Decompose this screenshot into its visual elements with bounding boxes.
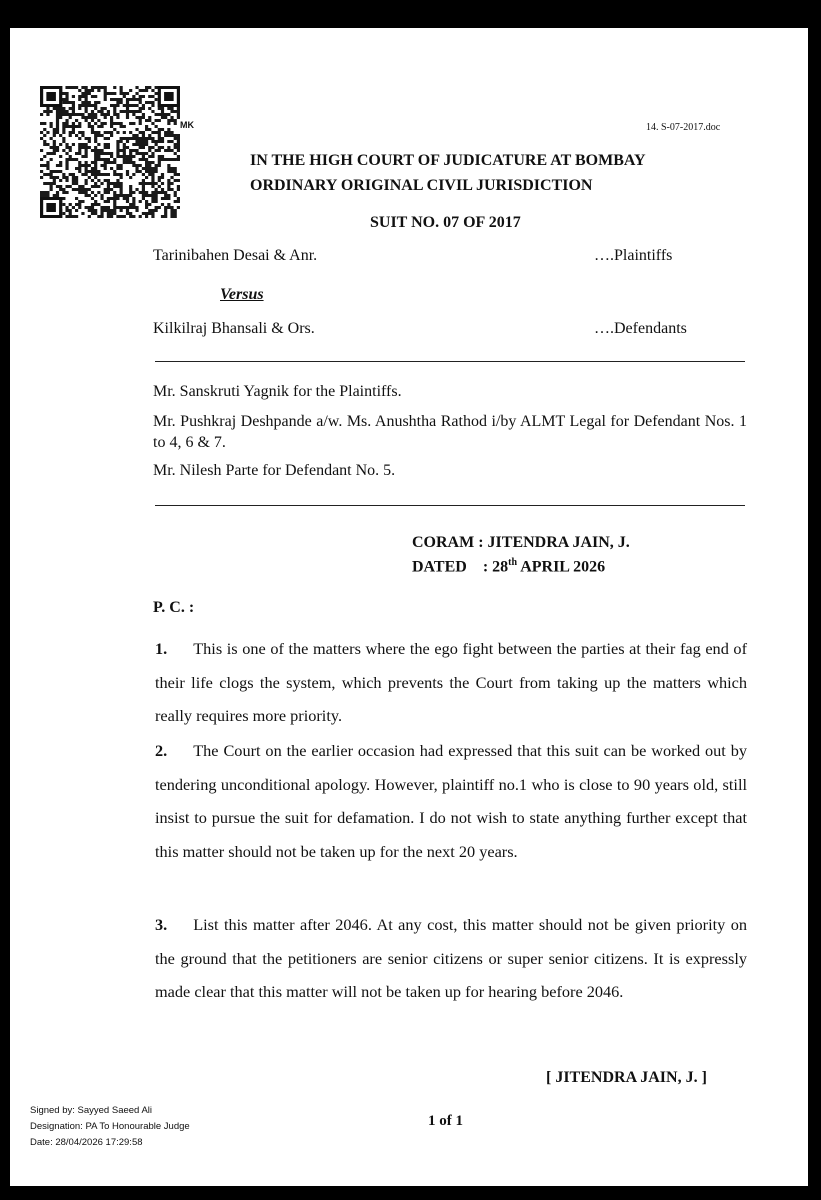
signed-by: Signed by: Sayyed Saeed Ali — [30, 1105, 153, 1116]
order-paragraph — [155, 632, 747, 733]
paragraph-number: 1. — [155, 639, 168, 658]
plaintiff-role: ….Plaintiffs — [594, 247, 673, 264]
order-paragraph — [155, 908, 747, 1009]
paragraph-text: List this matter after 2046. At any cost, this matter should not be given priority on the ground that the petitioners are senior citizens or super senior citizens. It is expressly made clear that this matter will not be taken up for hearing before 2046. — [155, 915, 747, 1001]
order-heading: P. C. : — [153, 599, 195, 616]
paragraph-text: This is one of the matters where the ego fight between the parties at their fag end of their life clogs the system, which prevents the Court from taking up the matters which really requires more priority. — [155, 639, 747, 725]
court-name: IN THE HIGH COURT OF JUDICATURE AT BOMBAY — [250, 152, 646, 169]
jurisdiction: ORDINARY ORIGINAL CIVIL JURISDICTION — [250, 177, 593, 194]
suit-number: SUIT NO. 07 OF 2017 — [370, 214, 521, 231]
divider — [155, 505, 745, 506]
digital-signature-block — [30, 1103, 190, 1151]
coram-judge: JITENDRA JAIN, J. — [487, 534, 630, 551]
defendant-role: ….Defendants — [594, 320, 687, 337]
counsel-line: Mr. Pushkraj Deshpande a/w. Ms. Anushtha Rathod i/by ALMT Legal for Defendant Nos. 1 to 4, 6 & 7. — [153, 413, 747, 451]
page-number: 1 of 1 — [428, 1113, 463, 1129]
defendant-name: Kilkilraj Bhansali & Ors. — [153, 320, 315, 337]
order-paragraph — [155, 734, 747, 868]
dated-suffix: th — [508, 557, 518, 568]
dated-day: 28 — [492, 558, 509, 576]
counsel-line: Mr. Sanskruti Yagnik for the Plaintiffs. — [153, 383, 402, 400]
paragraph-number: 2. — [155, 741, 168, 760]
coram-label: CORAM — [412, 534, 475, 551]
counsel-line: Mr. Nilesh Parte for Defendant No. 5. — [153, 462, 396, 479]
qr-code-image — [40, 86, 180, 218]
divider — [155, 361, 745, 362]
coram-block: CORAM : JITENDRA JAIN, J. DATED : 28th APRIL 2026 — [412, 534, 630, 576]
dated-label: DATED — [412, 558, 467, 576]
versus-label: Versus — [220, 286, 264, 303]
dated-month-year: APRIL 2026 — [520, 558, 606, 576]
signature-date: Date: 28/04/2026 17:29:58 — [30, 1137, 143, 1148]
paragraph-text: The Court on the earlier occasion had expressed that this suit can be worked out by tendering unconditional apology. However, plaintiff no.1 who is close to 90 years old, still insist to pursue the suit for defamation. I do not wish to state anything further except that this matter should not be taken up for the next 20 years. — [155, 741, 747, 861]
signer-designation: Designation: PA To Honourable Judge — [30, 1121, 190, 1132]
plaintiff-name: Tarinibahen Desai & Anr. — [153, 247, 318, 264]
paragraph-number: 3. — [155, 915, 168, 934]
document-reference: 14. S-07-2017.doc — [646, 122, 721, 133]
court-order-page — [10, 28, 808, 1186]
judge-signature: [ JITENDRA JAIN, J. ] — [546, 1069, 707, 1086]
qr-caption: MK — [180, 120, 194, 130]
